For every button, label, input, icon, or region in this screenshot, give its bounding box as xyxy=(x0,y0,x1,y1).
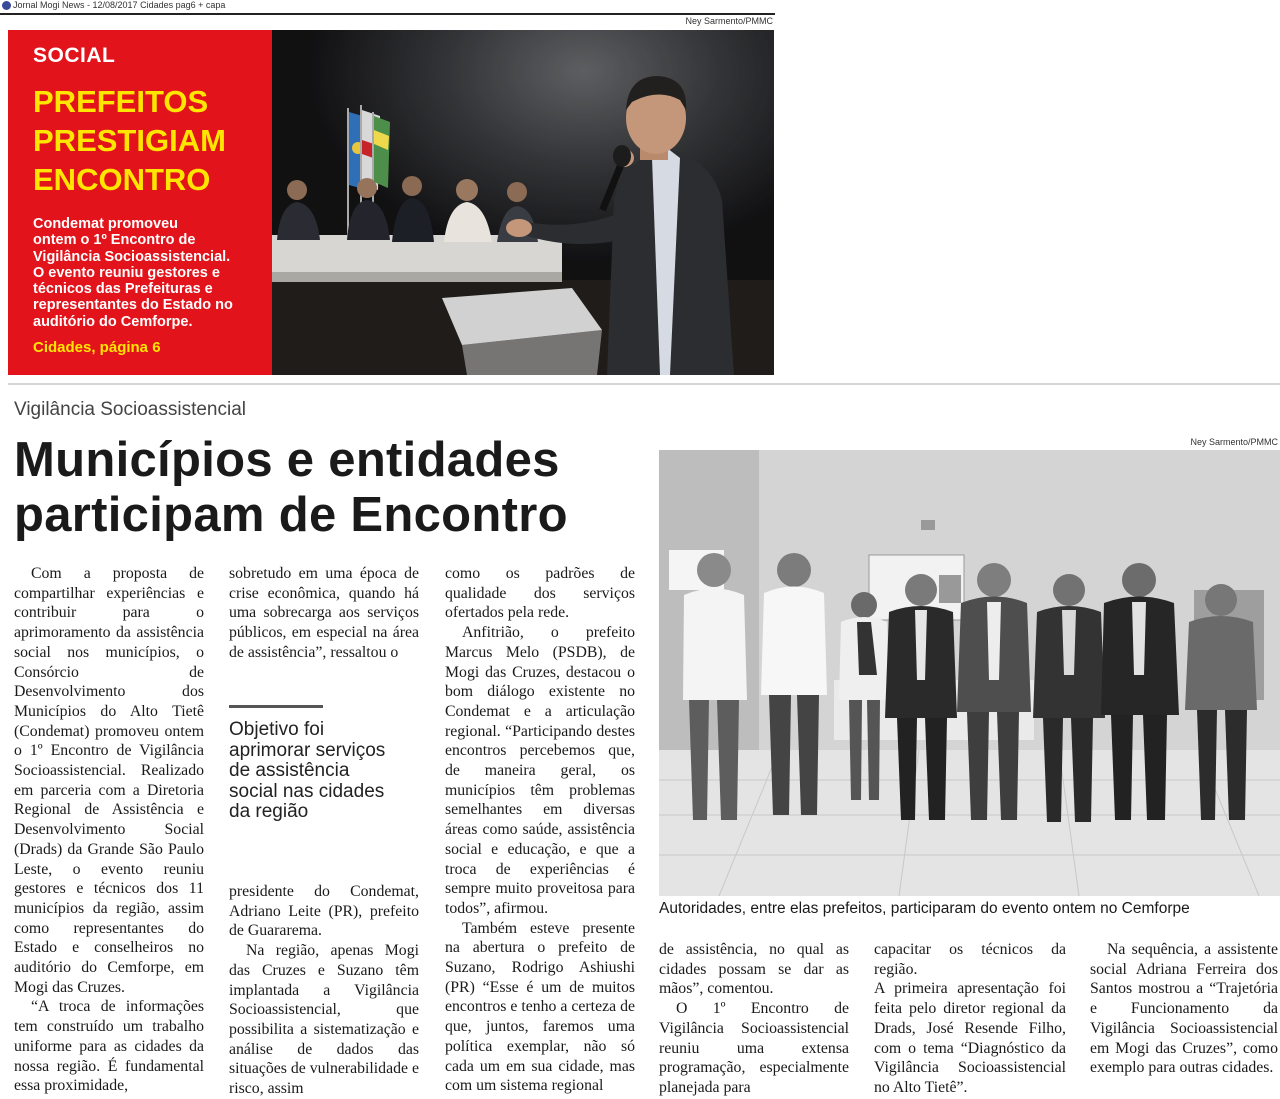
pull-quote-line: social nas cidades xyxy=(229,780,385,802)
article-column-5 xyxy=(874,940,1066,1096)
pull-quote xyxy=(229,720,429,823)
article-photo-credit: Ney Sarmento/PMMC xyxy=(1190,437,1278,447)
teaser-photo-credit: Ney Sarmento/PMMC xyxy=(685,16,773,26)
teaser-section-label: SOCIAL xyxy=(33,44,116,67)
paragraph: capacitar os técnicos da região. xyxy=(874,941,1066,978)
teaser-summary-line: representantes do Estado no xyxy=(33,297,233,314)
teaser-summary-line: ontem o 1º Encontro de xyxy=(33,232,196,249)
teaser-summary-line: O evento reuniu gestores e xyxy=(33,264,220,281)
paragraph: de assistência, no qual as cidades possam se dar as mãos”, comentou. xyxy=(659,941,849,998)
section-divider xyxy=(8,383,1280,385)
teaser-headline xyxy=(33,82,265,199)
pull-quote-line: aprimorar serviços xyxy=(229,739,386,761)
pull-quote-line: da região xyxy=(229,801,309,822)
speaker-photo xyxy=(272,30,774,375)
teaser-summary-line: auditório do Cemforpe. xyxy=(33,313,193,330)
source-line: Jornal Mogi News - 12/08/2017 Cidades pag6 + capa xyxy=(13,0,226,10)
pull-quote-line: de assistência xyxy=(229,760,350,781)
paragraph: Anfitrião, o prefeito Marcus Melo (PSDB), de Mogi das Cruzes, destacou o bom diálogo existente no Condemat e a articulação regional. “Participando destes encontros percebemos que, de maneira geral, os municípios têm problemas semelhantes em diversas áreas como saúde, assistência social e educação, e que a troca de experiências é sempre muito proveitosa para todos”, afirmou. xyxy=(445,624,635,917)
newspaper-logo-icon xyxy=(2,1,11,10)
paragraph: sobretudo em uma época de crise econômica, quando há uma sobrecarga aos serviços públicos, em especial na área de assistência”, ressaltou o xyxy=(229,565,419,661)
article-column-4 xyxy=(659,940,849,1096)
headline-line: participam de Encontro xyxy=(14,488,568,542)
paragraph: Também esteve presente na abertura o prefeito de Suzano, Rodrigo Ashiushi (PR) “Esse é um de muitos encontros e tenho a certeza de que, juntos, faremos uma política exemplar, não só cada um em sua cidade, mas com um sistema regional xyxy=(445,919,635,1095)
paragraph: A primeira apresentação foi feita pelo diretor regional da Drads, José Resende Filho, com o tema “Diagnóstico da Vigilância Socioassistencial no Alto Tietê”. xyxy=(874,980,1066,1096)
podium xyxy=(442,288,602,375)
pull-quote-rule xyxy=(229,705,323,708)
teaser-summary-line: Condemat promoveu xyxy=(33,216,179,232)
paragraph: Na região, apenas Mogi das Cruzes e Suzano têm implantada a Vigilância Socioassistencial, que possibilita a sistematização e análise de dados das situações de vulnerabilidade e risco, assim xyxy=(229,942,419,1098)
article-column-2-bottom xyxy=(229,882,419,1098)
teaser-summary-line: técnicos das Prefeituras e xyxy=(33,281,213,298)
headline-line: Municípios e entidades xyxy=(14,433,560,487)
article-column-2-top xyxy=(229,564,419,684)
teaser-headline-line: PREFEITOS xyxy=(33,84,209,119)
group-photo xyxy=(659,450,1280,896)
paragraph: “A troca de informações tem construído um trabalho uniforme para as cidades da nossa região. É fundamental essa proximidade, xyxy=(14,998,204,1095)
teaser-page-reference: Cidades, página 6 xyxy=(33,339,161,356)
pull-quote-line: Objetivo foi xyxy=(229,719,325,740)
source-bar xyxy=(0,0,775,15)
photo-caption: Autoridades, entre elas prefeitos, participaram do evento ontem no Cemforpe xyxy=(659,900,1190,917)
article-column-6 xyxy=(1090,940,1278,1079)
teaser-headline-line: PRESTIGIAM xyxy=(33,123,226,158)
article-column-3 xyxy=(445,564,635,1095)
article-column-1 xyxy=(14,564,204,1095)
paragraph: como os padrões de qualidade dos serviços ofertados pela rede. xyxy=(445,565,635,622)
article-headline xyxy=(14,433,654,543)
teaser-summary xyxy=(33,216,267,330)
paragraph: Na sequência, a assistente social Adriana Ferreira dos Santos mostrou a “Trajetória e Funcionamento da Vigilância Socioassistencial em Mogi das Cruzes”, como exemplo para outras cidades. xyxy=(1090,941,1278,1077)
teaser-summary-line: Vigilância Socioassistencial. xyxy=(33,248,231,265)
teaser-headline-line: ENCONTRO xyxy=(33,162,211,197)
paragraph: presidente do Condemat, Adriano Leite (PR), prefeito de Guararema. xyxy=(229,883,419,940)
paragraph: O 1º Encontro de Vigilância Socioassistencial reuniu uma extensa programação, especialmente planejada para xyxy=(659,1000,849,1096)
article-kicker: Vigilância Socioassistencial xyxy=(14,399,246,420)
paragraph: Com a proposta de compartilhar experiências e contribuir para o aprimoramento da assistência social nos municípios, o Consórcio de Desenvolvimento dos Municípios do Alto Tietê (Condemat) promoveu ontem o 1º Encontro de Vigilância Socioassistencial. Realizado em parceria com a Diretoria Regional de Assistência e Desenvolvimento Social (Drads) da Grande São Paulo Leste, o evento reuniu gestores e técnicos dos 11 municípios da região, assim como representantes do Estado e conselheiros no auditório do Cemforpe, em Mogi das Cruzes. xyxy=(14,565,204,996)
